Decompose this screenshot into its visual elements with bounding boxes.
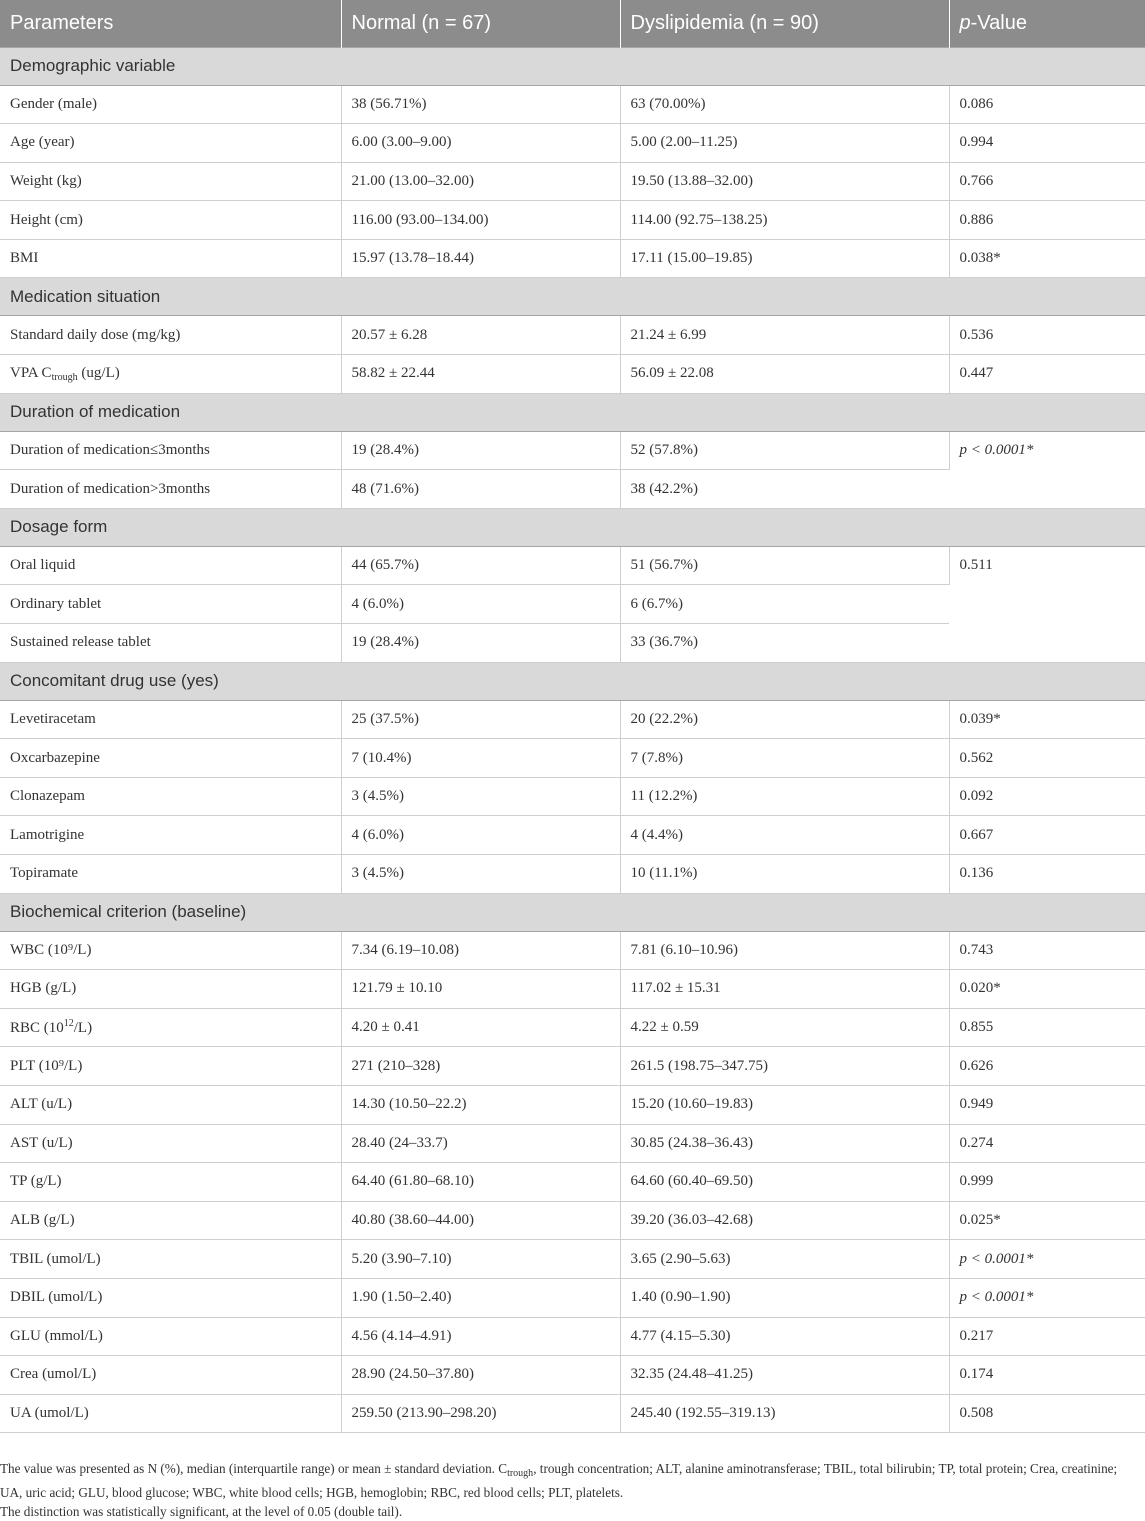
header-normal: Normal (n = 67) xyxy=(341,0,620,47)
dyslipidemia-value: 19.50 (13.88–32.00) xyxy=(620,162,949,201)
table-footnote xyxy=(0,1459,1140,1521)
normal-value: 4.20 ± 0.41 xyxy=(341,1008,620,1047)
normal-value: 7 (10.4%) xyxy=(341,739,620,778)
table-row xyxy=(0,239,1145,278)
dyslipidemia-value: 21.24 ± 6.99 xyxy=(620,316,949,355)
normal-value: 6.00 (3.00–9.00) xyxy=(341,124,620,163)
dyslipidemia-value: 4 (4.4%) xyxy=(620,816,949,855)
normal-value: 7.34 (6.19–10.08) xyxy=(341,931,620,970)
table-row xyxy=(0,355,1145,394)
label-superscript: 12 xyxy=(63,1018,74,1030)
row-label: UA (umol/L) xyxy=(0,1394,341,1433)
table-row xyxy=(0,1008,1145,1047)
footnote-subscript: trough xyxy=(507,1468,534,1479)
table-row xyxy=(0,316,1145,355)
table-row xyxy=(0,816,1145,855)
p-value: 0.174 xyxy=(949,1356,1145,1395)
dyslipidemia-value: 4.22 ± 0.59 xyxy=(620,1008,949,1047)
p-letter: p xyxy=(959,11,971,34)
table-row xyxy=(0,855,1145,894)
table-row xyxy=(0,700,1145,739)
label-text: (ug/L) xyxy=(77,364,120,381)
row-label: Gender (male) xyxy=(0,85,341,124)
table-row xyxy=(0,739,1145,778)
footnote-line-1 xyxy=(0,1459,1140,1502)
dyslipidemia-value: 6 (6.7%) xyxy=(620,585,949,624)
row-label: TBIL (umol/L) xyxy=(0,1240,341,1279)
normal-value: 58.82 ± 22.44 xyxy=(341,355,620,394)
row-label xyxy=(0,355,341,394)
dyslipidemia-value: 63 (70.00%) xyxy=(620,85,949,124)
row-label: BMI xyxy=(0,239,341,278)
dyslipidemia-value: 51 (56.7%) xyxy=(620,546,949,585)
table-row xyxy=(0,1394,1145,1433)
p-value: 0.626 xyxy=(949,1047,1145,1086)
table-row xyxy=(0,85,1145,124)
p-value: 0.536 xyxy=(949,316,1145,355)
section-medication: Medication situation xyxy=(0,278,1145,316)
table-row xyxy=(0,124,1145,163)
p-value: 0.086 xyxy=(949,85,1145,124)
row-label: Duration of medication≤3months xyxy=(0,431,341,470)
dyslipidemia-value: 17.11 (15.00–19.85) xyxy=(620,239,949,278)
normal-value: 4 (6.0%) xyxy=(341,585,620,624)
row-label: Weight (kg) xyxy=(0,162,341,201)
table-row xyxy=(0,1240,1145,1279)
row-label: Clonazepam xyxy=(0,777,341,816)
table-row xyxy=(0,1356,1145,1395)
table-row xyxy=(0,201,1145,240)
table-row xyxy=(0,1278,1145,1317)
table-row xyxy=(0,1163,1145,1202)
normal-value: 4 (6.0%) xyxy=(341,816,620,855)
normal-value: 15.97 (13.78–18.44) xyxy=(341,239,620,278)
p-value: 0.092 xyxy=(949,777,1145,816)
section-concomitant: Concomitant drug use (yes) xyxy=(0,662,1145,700)
p-value: 0.886 xyxy=(949,201,1145,240)
table-row xyxy=(0,162,1145,201)
dyslipidemia-value: 52 (57.8%) xyxy=(620,431,949,470)
row-label: Lamotrigine xyxy=(0,816,341,855)
p-value: p < 0.0001* xyxy=(949,1278,1145,1317)
normal-value: 259.50 (213.90–298.20) xyxy=(341,1394,620,1433)
section-row xyxy=(0,508,1145,546)
p-value: 0.766 xyxy=(949,162,1145,201)
dyslipidemia-value: 4.77 (4.15–5.30) xyxy=(620,1317,949,1356)
dyslipidemia-value: 114.00 (92.75–138.25) xyxy=(620,201,949,240)
normal-value: 28.40 (24–33.7) xyxy=(341,1124,620,1163)
p-value: 0.020* xyxy=(949,970,1145,1009)
table-row xyxy=(0,546,1145,585)
row-label: HGB (g/L) xyxy=(0,970,341,1009)
section-demographic: Demographic variable xyxy=(0,47,1145,85)
normal-value: 40.80 (38.60–44.00) xyxy=(341,1201,620,1240)
table-row xyxy=(0,1085,1145,1124)
normal-value: 38 (56.71%) xyxy=(341,85,620,124)
row-label: Duration of medication>3months xyxy=(0,470,341,509)
label-subscript: trough xyxy=(51,371,78,383)
row-label: Levetiracetam xyxy=(0,700,341,739)
row-label: Height (cm) xyxy=(0,201,341,240)
row-label: Age (year) xyxy=(0,124,341,163)
table-row xyxy=(0,777,1145,816)
p-value: 0.949 xyxy=(949,1085,1145,1124)
normal-value: 64.40 (61.80–68.10) xyxy=(341,1163,620,1202)
normal-value: 271 (210–328) xyxy=(341,1047,620,1086)
normal-value: 4.56 (4.14–4.91) xyxy=(341,1317,620,1356)
table-row xyxy=(0,1201,1145,1240)
p-value: 0.274 xyxy=(949,1124,1145,1163)
dyslipidemia-value: 7.81 (6.10–10.96) xyxy=(620,931,949,970)
row-label xyxy=(0,1008,341,1047)
row-label: TP (g/L) xyxy=(0,1163,341,1202)
p-value: 0.743 xyxy=(949,931,1145,970)
dyslipidemia-value: 39.20 (36.03–42.68) xyxy=(620,1201,949,1240)
p-value: 0.511 xyxy=(949,546,1145,662)
p-value: 0.562 xyxy=(949,739,1145,778)
row-label: Sustained release tablet xyxy=(0,624,341,663)
normal-value: 44 (65.7%) xyxy=(341,546,620,585)
normal-value: 3 (4.5%) xyxy=(341,855,620,894)
row-label: Ordinary tablet xyxy=(0,585,341,624)
footnote-line-2: The distinction was statistically significant, at the level of 0.05 (double tail). xyxy=(0,1504,403,1519)
normal-value: 3 (4.5%) xyxy=(341,777,620,816)
normal-value: 1.90 (1.50–2.40) xyxy=(341,1278,620,1317)
normal-value: 20.57 ± 6.28 xyxy=(341,316,620,355)
row-label: Oxcarbazepine xyxy=(0,739,341,778)
section-row xyxy=(0,893,1145,931)
dyslipidemia-value: 15.20 (10.60–19.83) xyxy=(620,1085,949,1124)
p-value: 0.999 xyxy=(949,1163,1145,1202)
p-value: 0.039* xyxy=(949,700,1145,739)
footnote-text: The value was presented as N (%), median (interquartile range) or mean ± standard deviation. C xyxy=(0,1461,508,1476)
footnote-text: , trough concentration; ALT, alanine aminotransferase; TBIL, total bilirubin; TP, total protein; Crea, creatinine; UA, uric acid; GLU, blood glucose; WBC, white blood cells; HGB, hemoglobin; RBC, red blood cells; PLT, platelets. xyxy=(0,1461,1118,1500)
header-p-value: p-Value xyxy=(949,0,1145,47)
dyslipidemia-value: 11 (12.2%) xyxy=(620,777,949,816)
dyslipidemia-value: 3.65 (2.90–5.63) xyxy=(620,1240,949,1279)
dyslipidemia-value: 261.5 (198.75–347.75) xyxy=(620,1047,949,1086)
label-text: RBC (10 xyxy=(10,1020,64,1037)
section-row xyxy=(0,47,1145,85)
row-label: ALT (u/L) xyxy=(0,1085,341,1124)
row-label: ALB (g/L) xyxy=(0,1201,341,1240)
p-value: 0.508 xyxy=(949,1394,1145,1433)
table-row xyxy=(0,431,1145,470)
row-label: Standard daily dose (mg/kg) xyxy=(0,316,341,355)
p-value: p < 0.0001* xyxy=(949,1240,1145,1279)
table-row xyxy=(0,1124,1145,1163)
table-row xyxy=(0,1047,1145,1086)
dyslipidemia-value: 20 (22.2%) xyxy=(620,700,949,739)
p-value: 0.136 xyxy=(949,855,1145,894)
dyslipidemia-value: 30.85 (24.38–36.43) xyxy=(620,1124,949,1163)
dyslipidemia-value: 117.02 ± 15.31 xyxy=(620,970,949,1009)
dyslipidemia-value: 5.00 (2.00–11.25) xyxy=(620,124,949,163)
section-row xyxy=(0,662,1145,700)
section-row xyxy=(0,278,1145,316)
section-dosage: Dosage form xyxy=(0,508,1145,546)
normal-value: 14.30 (10.50–22.2) xyxy=(341,1085,620,1124)
dyslipidemia-value: 33 (36.7%) xyxy=(620,624,949,663)
label-text: /L) xyxy=(73,1020,93,1037)
label-text: VPA C xyxy=(10,364,52,381)
dyslipidemia-value: 32.35 (24.48–41.25) xyxy=(620,1356,949,1395)
p-value: 0.855 xyxy=(949,1008,1145,1047)
normal-value: 19 (28.4%) xyxy=(341,431,620,470)
section-duration: Duration of medication xyxy=(0,393,1145,431)
section-biochemical: Biochemical criterion (baseline) xyxy=(0,893,1145,931)
row-label: DBIL (umol/L) xyxy=(0,1278,341,1317)
dyslipidemia-value: 7 (7.8%) xyxy=(620,739,949,778)
normal-value: 5.20 (3.90–7.10) xyxy=(341,1240,620,1279)
dyslipidemia-value: 10 (11.1%) xyxy=(620,855,949,894)
normal-value: 21.00 (13.00–32.00) xyxy=(341,162,620,201)
table-row xyxy=(0,1317,1145,1356)
section-row xyxy=(0,393,1145,431)
normal-value: 19 (28.4%) xyxy=(341,624,620,663)
dyslipidemia-value: 245.40 (192.55–319.13) xyxy=(620,1394,949,1433)
row-label: WBC (10⁹/L) xyxy=(0,931,341,970)
p-value: 0.994 xyxy=(949,124,1145,163)
row-label: PLT (10⁹/L) xyxy=(0,1047,341,1086)
dyslipidemia-value: 38 (42.2%) xyxy=(620,470,949,509)
header-dyslipidemia: Dyslipidemia (n = 90) xyxy=(620,0,949,47)
table-row xyxy=(0,931,1145,970)
p-value: 0.217 xyxy=(949,1317,1145,1356)
row-label: Oral liquid xyxy=(0,546,341,585)
p-value: 0.038* xyxy=(949,239,1145,278)
normal-value: 48 (71.6%) xyxy=(341,470,620,509)
p-value: 0.447 xyxy=(949,355,1145,394)
row-label: Crea (umol/L) xyxy=(0,1356,341,1395)
row-label: AST (u/L) xyxy=(0,1124,341,1163)
header-parameters: Parameters xyxy=(0,0,341,47)
normal-value: 121.79 ± 10.10 xyxy=(341,970,620,1009)
row-label: Topiramate xyxy=(0,855,341,894)
p-value: 0.025* xyxy=(949,1201,1145,1240)
normal-value: 116.00 (93.00–134.00) xyxy=(341,201,620,240)
p-value: p < 0.0001* xyxy=(949,431,1145,508)
p-value: 0.667 xyxy=(949,816,1145,855)
normal-value: 25 (37.5%) xyxy=(341,700,620,739)
normal-value: 28.90 (24.50–37.80) xyxy=(341,1356,620,1395)
header-row xyxy=(0,0,1145,47)
dyslipidemia-value: 56.09 ± 22.08 xyxy=(620,355,949,394)
dyslipidemia-value: 1.40 (0.90–1.90) xyxy=(620,1278,949,1317)
table-row xyxy=(0,970,1145,1009)
row-label: GLU (mmol/L) xyxy=(0,1317,341,1356)
dyslipidemia-value: 64.60 (60.40–69.50) xyxy=(620,1163,949,1202)
